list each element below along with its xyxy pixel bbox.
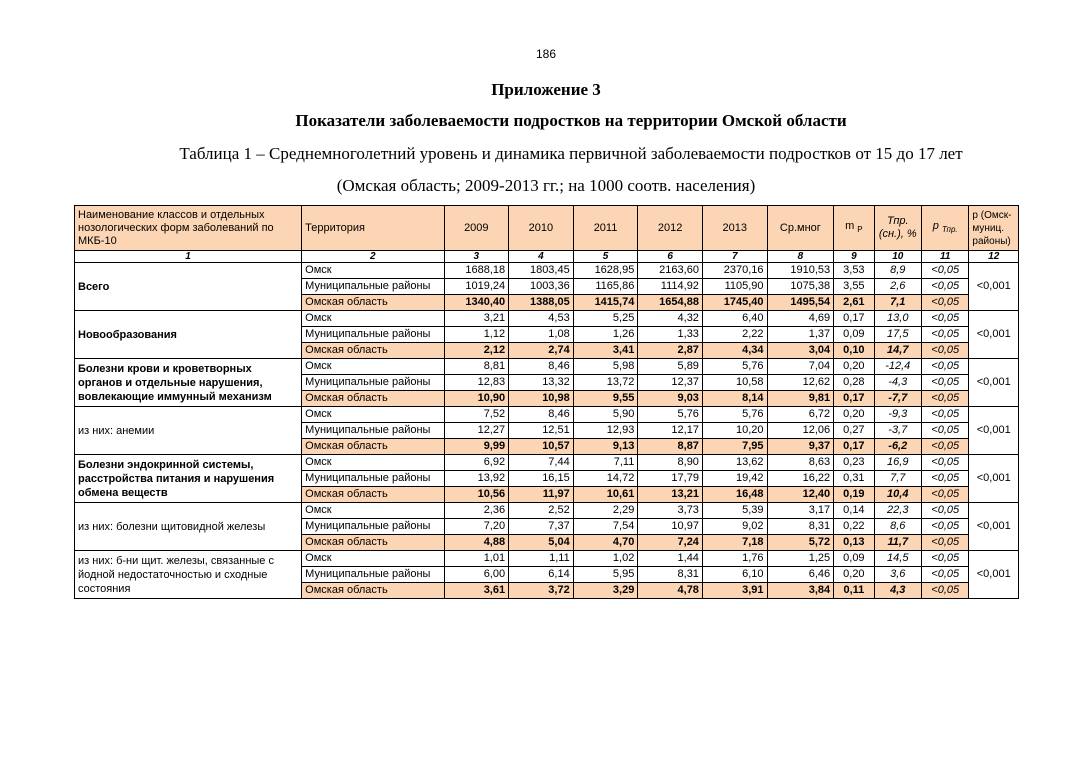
growth-rate-cell: 11,7 — [874, 535, 921, 551]
year-value-cell: 3,61 — [444, 583, 509, 599]
growth-rate-cell: 7,1 — [874, 295, 921, 311]
year-value-cell: 8,14 — [702, 391, 767, 407]
header-long-term-average: Ср.мног — [767, 206, 834, 251]
year-value-cell: 2,74 — [509, 343, 574, 359]
table-row — [75, 455, 1019, 471]
table-row — [75, 359, 1019, 375]
table-caption: Таблица 1 – Среднемноголетний уровень и динамика первичной заболеваемости подростков от 15 до 17 лет — [179, 144, 963, 163]
year-value-cell: 7,52 — [444, 407, 509, 423]
column-number: 9 — [834, 251, 874, 263]
year-value-cell: 6,14 — [509, 567, 574, 583]
table-row — [75, 407, 1019, 423]
year-value-cell: 1745,40 — [702, 295, 767, 311]
disease-class-cell: Болезни эндокринной системы, расстройства питания и нарушения обмена веществ — [75, 455, 302, 503]
p-growth-cell: <0,05 — [921, 375, 968, 391]
header-2013: 2013 — [702, 206, 767, 251]
p-omsk-districts-cell: <0,001 — [969, 263, 1019, 311]
year-value-cell: 11,97 — [509, 487, 574, 503]
mp-cell: 0,20 — [834, 359, 874, 375]
mp-cell: 0,28 — [834, 375, 874, 391]
column-number: 7 — [702, 251, 767, 263]
growth-rate-cell: -6,2 — [874, 439, 921, 455]
mp-cell: 3,55 — [834, 279, 874, 295]
year-value-cell: 9,13 — [573, 439, 638, 455]
year-value-cell: 1654,88 — [638, 295, 703, 311]
territory-cell: Омская область — [302, 391, 444, 407]
year-value-cell: 5,76 — [702, 407, 767, 423]
territory-cell: Омск — [302, 359, 444, 375]
year-value-cell: 5,95 — [573, 567, 638, 583]
year-value-cell: 1388,05 — [509, 295, 574, 311]
p-growth-cell: <0,05 — [921, 455, 968, 471]
year-value-cell: 5,25 — [573, 311, 638, 327]
year-value-cell: 3,73 — [638, 503, 703, 519]
year-value-cell: 7,95 — [702, 439, 767, 455]
header-2010: 2010 — [509, 206, 574, 251]
year-value-cell: 10,61 — [573, 487, 638, 503]
growth-rate-cell: 8,6 — [874, 519, 921, 535]
territory-cell: Омск — [302, 407, 444, 423]
territory-cell: Муниципальные районы — [302, 567, 444, 583]
year-value-cell: 7,18 — [702, 535, 767, 551]
disease-class-cell: Новообразования — [75, 311, 302, 359]
mp-cell: 0,09 — [834, 551, 874, 567]
mp-cell: 0,23 — [834, 455, 874, 471]
disease-class-cell: из них: б-ни щит. железы, связанные с йодной недостаточностью и сходные состояния — [75, 551, 302, 599]
average-cell: 1,37 — [767, 327, 834, 343]
territory-cell: Омская область — [302, 583, 444, 599]
year-value-cell: 1,33 — [638, 327, 703, 343]
territory-cell: Омск — [302, 503, 444, 519]
p-growth-cell: <0,05 — [921, 327, 968, 343]
territory-cell: Омская область — [302, 487, 444, 503]
year-value-cell: 8,46 — [509, 407, 574, 423]
year-value-cell: 16,15 — [509, 471, 574, 487]
territory-cell: Муниципальные районы — [302, 327, 444, 343]
table-row — [75, 263, 1019, 279]
average-cell: 12,62 — [767, 375, 834, 391]
year-value-cell: 6,92 — [444, 455, 509, 471]
year-value-cell: 3,21 — [444, 311, 509, 327]
header-p-omsk-districts: p (Омск-муниц. районы) — [969, 206, 1019, 251]
average-cell: 5,72 — [767, 535, 834, 551]
territory-cell: Омск — [302, 263, 444, 279]
growth-rate-cell: 17,5 — [874, 327, 921, 343]
year-value-cell: 5,90 — [573, 407, 638, 423]
year-value-cell: 1803,45 — [509, 263, 574, 279]
mp-cell: 0,31 — [834, 471, 874, 487]
year-value-cell: 13,62 — [702, 455, 767, 471]
average-cell: 1075,38 — [767, 279, 834, 295]
header-2012: 2012 — [638, 206, 703, 251]
year-value-cell: 6,10 — [702, 567, 767, 583]
year-value-cell: 12,17 — [638, 423, 703, 439]
p-growth-cell: <0,05 — [921, 407, 968, 423]
p-growth-cell: <0,05 — [921, 279, 968, 295]
year-value-cell: 16,48 — [702, 487, 767, 503]
year-value-cell: 1688,18 — [444, 263, 509, 279]
mp-cell: 0,20 — [834, 407, 874, 423]
header-p-growth: p $_{Тпр.}$ — [921, 206, 968, 251]
year-value-cell: 1,11 — [509, 551, 574, 567]
growth-rate-cell: 4,3 — [874, 583, 921, 599]
column-number: 5 — [573, 251, 638, 263]
average-cell: 16,22 — [767, 471, 834, 487]
year-value-cell: 12,27 — [444, 423, 509, 439]
year-value-cell: 9,03 — [638, 391, 703, 407]
territory-cell: Омск — [302, 311, 444, 327]
year-value-cell: 3,29 — [573, 583, 638, 599]
mp-cell: 2,61 — [834, 295, 874, 311]
column-number-row — [75, 251, 1019, 263]
growth-rate-cell: -4,3 — [874, 375, 921, 391]
year-value-cell: 6,40 — [702, 311, 767, 327]
growth-rate-cell: -3,7 — [874, 423, 921, 439]
header-2009: 2009 — [444, 206, 509, 251]
year-value-cell: 1340,40 — [444, 295, 509, 311]
disease-class-cell: Болезни крови и кроветворных органов и отдельные нарушения, вовлекающие иммунный механизм — [75, 359, 302, 407]
header-row — [75, 206, 1019, 251]
year-value-cell: 2,12 — [444, 343, 509, 359]
growth-rate-cell: 7,7 — [874, 471, 921, 487]
territory-cell: Муниципальные районы — [302, 375, 444, 391]
page-number: 186 — [535, 47, 557, 61]
table-row — [75, 551, 1019, 567]
year-value-cell: 2,22 — [702, 327, 767, 343]
average-cell: 6,46 — [767, 567, 834, 583]
growth-rate-cell: 14,5 — [874, 551, 921, 567]
year-value-cell: 7,24 — [638, 535, 703, 551]
mp-cell: 0,19 — [834, 487, 874, 503]
year-value-cell: 13,72 — [573, 375, 638, 391]
header-territory: Территория — [302, 206, 444, 251]
mp-cell: 0,27 — [834, 423, 874, 439]
year-value-cell: 7,11 — [573, 455, 638, 471]
mp-cell: 0,22 — [834, 519, 874, 535]
year-value-cell: 7,20 — [444, 519, 509, 535]
territory-cell: Муниципальные районы — [302, 519, 444, 535]
year-value-cell: 6,00 — [444, 567, 509, 583]
year-value-cell: 4,78 — [638, 583, 703, 599]
mp-cell: 0,17 — [834, 311, 874, 327]
territory-cell: Омская область — [302, 343, 444, 359]
territory-cell: Муниципальные районы — [302, 423, 444, 439]
p-growth-cell: <0,05 — [921, 423, 968, 439]
p-growth-cell: <0,05 — [921, 503, 968, 519]
average-cell: 9,37 — [767, 439, 834, 455]
year-value-cell: 5,04 — [509, 535, 574, 551]
header-mp: m $_P$ — [834, 206, 874, 251]
p-growth-cell: <0,05 — [921, 471, 968, 487]
year-value-cell: 5,76 — [638, 407, 703, 423]
average-cell: 3,17 — [767, 503, 834, 519]
year-value-cell: 4,70 — [573, 535, 638, 551]
territory-cell: Муниципальные районы — [302, 279, 444, 295]
year-value-cell: 1,01 — [444, 551, 509, 567]
section-title: Показатели заболеваемости подростков на территории Омской области — [295, 111, 847, 130]
year-value-cell: 2,52 — [509, 503, 574, 519]
table-row — [75, 311, 1019, 327]
territory-cell: Омск — [302, 455, 444, 471]
table-body — [75, 263, 1019, 599]
mp-cell: 0,20 — [834, 567, 874, 583]
year-value-cell: 10,58 — [702, 375, 767, 391]
year-value-cell: 8,31 — [638, 567, 703, 583]
column-number: 3 — [444, 251, 509, 263]
column-number: 11 — [921, 251, 968, 263]
year-value-cell: 2,29 — [573, 503, 638, 519]
year-value-cell: 10,98 — [509, 391, 574, 407]
year-value-cell: 14,72 — [573, 471, 638, 487]
growth-rate-cell: 10,4 — [874, 487, 921, 503]
header-2011: 2011 — [573, 206, 638, 251]
appendix-title: Приложение 3 — [491, 80, 601, 99]
p-growth-cell: <0,05 — [921, 391, 968, 407]
year-value-cell: 1,08 — [509, 327, 574, 343]
column-number: 4 — [509, 251, 574, 263]
p-growth-cell: <0,05 — [921, 551, 968, 567]
column-number: 8 — [767, 251, 834, 263]
year-value-cell: 8,90 — [638, 455, 703, 471]
morbidity-table — [74, 205, 1019, 599]
year-value-cell: 1003,36 — [509, 279, 574, 295]
year-value-cell: 1628,95 — [573, 263, 638, 279]
territory-cell: Омск — [302, 551, 444, 567]
growth-rate-cell: 8,9 — [874, 263, 921, 279]
year-value-cell: 7,54 — [573, 519, 638, 535]
average-cell: 9,81 — [767, 391, 834, 407]
year-value-cell: 10,57 — [509, 439, 574, 455]
average-cell: 8,63 — [767, 455, 834, 471]
growth-rate-cell: 13,0 — [874, 311, 921, 327]
year-value-cell: 4,34 — [702, 343, 767, 359]
p-omsk-districts-cell: <0,001 — [969, 503, 1019, 551]
disease-class-cell: Всего — [75, 263, 302, 311]
column-number: 6 — [638, 251, 703, 263]
year-value-cell: 12,83 — [444, 375, 509, 391]
growth-rate-cell: -12,4 — [874, 359, 921, 375]
p-growth-cell: <0,05 — [921, 567, 968, 583]
year-value-cell: 5,39 — [702, 503, 767, 519]
column-number: 12 — [969, 251, 1019, 263]
year-value-cell: 2163,60 — [638, 263, 703, 279]
average-cell: 12,40 — [767, 487, 834, 503]
territory-cell: Муниципальные районы — [302, 471, 444, 487]
year-value-cell: 2,36 — [444, 503, 509, 519]
average-cell: 7,04 — [767, 359, 834, 375]
mp-cell: 0,17 — [834, 391, 874, 407]
mp-cell: 0,17 — [834, 439, 874, 455]
average-cell: 8,31 — [767, 519, 834, 535]
disease-class-cell: из них: анемии — [75, 407, 302, 455]
year-value-cell: 5,98 — [573, 359, 638, 375]
year-value-cell: 9,55 — [573, 391, 638, 407]
mp-cell: 0,10 — [834, 343, 874, 359]
year-value-cell: 1415,74 — [573, 295, 638, 311]
territory-cell: Омская область — [302, 535, 444, 551]
p-growth-cell: <0,05 — [921, 583, 968, 599]
p-growth-cell: <0,05 — [921, 519, 968, 535]
year-value-cell: 1,76 — [702, 551, 767, 567]
year-value-cell: 10,20 — [702, 423, 767, 439]
year-value-cell: 1,44 — [638, 551, 703, 567]
p-omsk-districts-cell: <0,001 — [969, 407, 1019, 455]
growth-rate-cell: 2,6 — [874, 279, 921, 295]
p-growth-cell: <0,05 — [921, 263, 968, 279]
year-value-cell: 3,91 — [702, 583, 767, 599]
year-value-cell: 17,79 — [638, 471, 703, 487]
year-value-cell: 1,12 — [444, 327, 509, 343]
average-cell: 6,72 — [767, 407, 834, 423]
growth-rate-cell: 3,6 — [874, 567, 921, 583]
year-value-cell: 4,88 — [444, 535, 509, 551]
p-growth-cell: <0,05 — [921, 295, 968, 311]
header-disease-class: Наименование классов и отдельных нозологических форм заболеваний по МКБ-10 — [75, 206, 302, 251]
p-omsk-districts-cell: <0,001 — [969, 311, 1019, 359]
header-growth-rate: Тпр. (сн.), % — [874, 206, 921, 251]
year-value-cell: 3,41 — [573, 343, 638, 359]
mp-cell: 0,13 — [834, 535, 874, 551]
average-cell: 4,69 — [767, 311, 834, 327]
year-value-cell: 5,89 — [638, 359, 703, 375]
p-omsk-districts-cell: <0,001 — [969, 551, 1019, 599]
year-value-cell: 1165,86 — [573, 279, 638, 295]
territory-cell: Омская область — [302, 439, 444, 455]
average-cell: 1910,53 — [767, 263, 834, 279]
year-value-cell: 4,32 — [638, 311, 703, 327]
p-growth-cell: <0,05 — [921, 311, 968, 327]
growth-rate-cell: 14,7 — [874, 343, 921, 359]
growth-rate-cell: 22,3 — [874, 503, 921, 519]
mp-cell: 0,14 — [834, 503, 874, 519]
disease-class-cell: из них: болезни щитовидной железы — [75, 503, 302, 551]
year-value-cell: 3,72 — [509, 583, 574, 599]
year-value-cell: 1,26 — [573, 327, 638, 343]
average-cell: 1495,54 — [767, 295, 834, 311]
year-value-cell: 8,46 — [509, 359, 574, 375]
year-value-cell: 10,56 — [444, 487, 509, 503]
territory-cell: Омская область — [302, 295, 444, 311]
column-number: 10 — [874, 251, 921, 263]
year-value-cell: 5,76 — [702, 359, 767, 375]
year-value-cell: 1,02 — [573, 551, 638, 567]
mp-cell: 3,53 — [834, 263, 874, 279]
p-omsk-districts-cell: <0,001 — [969, 455, 1019, 503]
mp-cell: 0,09 — [834, 327, 874, 343]
year-value-cell: 12,51 — [509, 423, 574, 439]
year-value-cell: 12,37 — [638, 375, 703, 391]
year-value-cell: 8,81 — [444, 359, 509, 375]
year-value-cell: 2370,16 — [702, 263, 767, 279]
column-number: 1 — [75, 251, 302, 263]
growth-rate-cell: 16,9 — [874, 455, 921, 471]
growth-rate-cell: -9,3 — [874, 407, 921, 423]
year-value-cell: 4,53 — [509, 311, 574, 327]
table-caption-subtitle: (Омская область; 2009-2013 гг.; на 1000 соотв. населения) — [336, 176, 756, 195]
p-growth-cell: <0,05 — [921, 439, 968, 455]
p-omsk-districts-cell: <0,001 — [969, 359, 1019, 407]
year-value-cell: 1019,24 — [444, 279, 509, 295]
p-growth-cell: <0,05 — [921, 359, 968, 375]
year-value-cell: 13,21 — [638, 487, 703, 503]
growth-rate-cell: -7,7 — [874, 391, 921, 407]
year-value-cell: 13,92 — [444, 471, 509, 487]
year-value-cell: 13,32 — [509, 375, 574, 391]
year-value-cell: 1105,90 — [702, 279, 767, 295]
year-value-cell: 9,99 — [444, 439, 509, 455]
year-value-cell: 2,87 — [638, 343, 703, 359]
year-value-cell: 10,97 — [638, 519, 703, 535]
table-row — [75, 503, 1019, 519]
mp-cell: 0,11 — [834, 583, 874, 599]
average-cell: 3,84 — [767, 583, 834, 599]
year-value-cell: 12,93 — [573, 423, 638, 439]
p-growth-cell: <0,05 — [921, 535, 968, 551]
year-value-cell: 9,02 — [702, 519, 767, 535]
average-cell: 3,04 — [767, 343, 834, 359]
year-value-cell: 10,90 — [444, 391, 509, 407]
average-cell: 12,06 — [767, 423, 834, 439]
year-value-cell: 7,37 — [509, 519, 574, 535]
year-value-cell: 1114,92 — [638, 279, 703, 295]
average-cell: 1,25 — [767, 551, 834, 567]
column-number: 2 — [302, 251, 444, 263]
year-value-cell: 7,44 — [509, 455, 574, 471]
year-value-cell: 8,87 — [638, 439, 703, 455]
p-growth-cell: <0,05 — [921, 343, 968, 359]
year-value-cell: 19,42 — [702, 471, 767, 487]
p-growth-cell: <0,05 — [921, 487, 968, 503]
